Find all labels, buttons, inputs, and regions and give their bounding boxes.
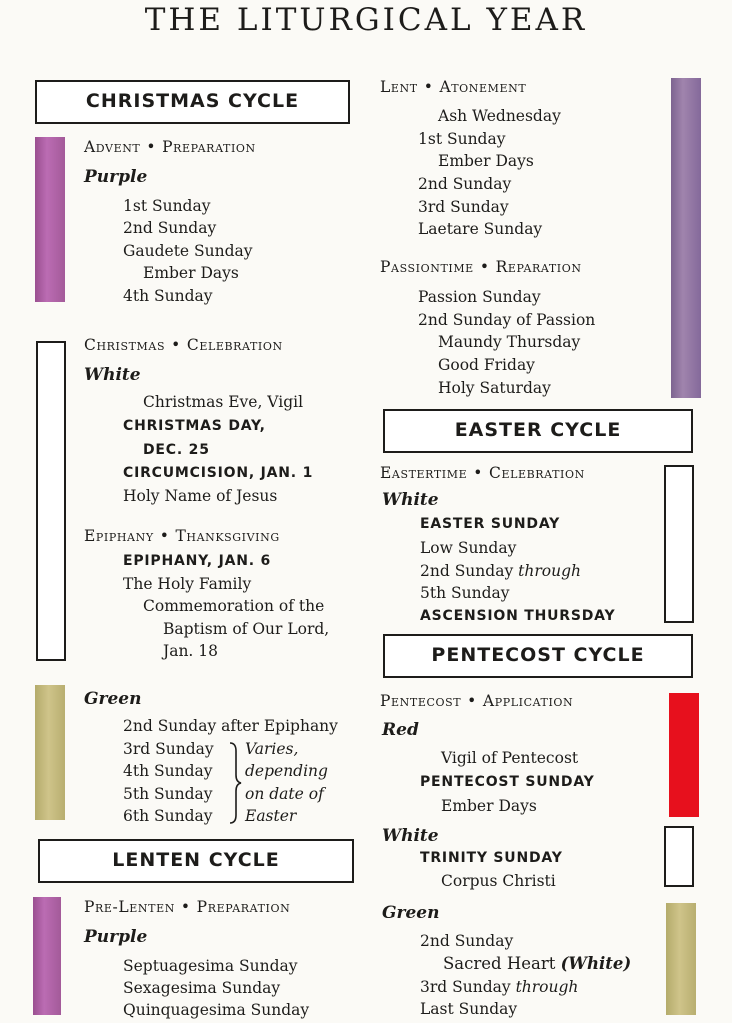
feast-item: EPIPHANY, JAN. 6 (123, 553, 272, 569)
green-bar-after-pentecost (666, 903, 696, 1015)
trinity-white-bar (664, 826, 694, 887)
christmas-season-heading: Christmas • Celebration (84, 336, 283, 354)
season-name: Passiontime (380, 258, 474, 276)
list-item: 2nd Sunday (418, 175, 512, 193)
list-item: 3rd Sunday (418, 198, 509, 216)
list-item: 2nd Sunday after Epiphany (123, 717, 338, 735)
list-item: Quinquagesima Sunday (123, 1001, 310, 1019)
list-item: 4th Sunday (123, 762, 213, 780)
season-theme: Celebration (488, 464, 585, 482)
list-item: 4th Sunday (123, 287, 213, 305)
list-item: Christmas Eve, Vigil (143, 393, 304, 411)
pentecost-season-heading: Pentecost • Application (380, 692, 574, 710)
lent-season-heading: Lent • Atonement (380, 78, 527, 96)
note-text: Easter (245, 807, 297, 825)
christmas-white-bar (36, 341, 66, 661)
list-item: 6th Sunday (123, 807, 213, 825)
season-name: Lent (380, 78, 418, 96)
season-theme: Preparation (162, 138, 256, 156)
prelenten-purple-bar (33, 897, 61, 1015)
item-emphasis: through (518, 562, 581, 580)
list-item: 2nd Sunday of Passion (418, 311, 596, 329)
trinity-color-label: White (382, 826, 439, 846)
note-text: Varies, (245, 740, 299, 758)
list-item: Septuagesima Sunday (123, 957, 298, 975)
item-emphasis: (White) (560, 954, 632, 973)
feast-item: CHRISTMAS DAY, (123, 418, 266, 434)
list-item: Low Sunday (420, 539, 517, 557)
list-item: Holy Saturday (438, 379, 551, 397)
feast-item: TRINITY SUNDAY (420, 850, 563, 866)
item-text: 3rd Sunday (420, 978, 511, 996)
list-item: Maundy Thursday (438, 333, 581, 351)
list-item: Jan. 18 (163, 642, 219, 660)
list-item: Passion Sunday (418, 288, 541, 306)
eastertime-white-bar (664, 465, 694, 623)
season-theme: Thanksgiving (175, 527, 280, 545)
season-name: Christmas (84, 336, 166, 354)
pentecost-cycle-heading: PENTECOST CYCLE (383, 634, 693, 678)
green-after-pentecost-color-label: Green (382, 903, 440, 923)
season-name: Pentecost (380, 692, 462, 710)
season-name: Pre-Lenten (84, 898, 175, 916)
curly-brace-icon (227, 741, 243, 825)
list-item: 5th Sunday (123, 785, 213, 803)
christmas-cycle-heading: CHRISTMAS CYCLE (35, 80, 350, 124)
lenten-cycle-heading: LENTEN CYCLE (38, 839, 354, 883)
advent-purple-bar (35, 137, 65, 302)
feast-item: CIRCUMCISION, JAN. 1 (123, 465, 314, 481)
list-item: 1st Sunday (418, 130, 506, 148)
list-item: Baptism of Our Lord, (163, 620, 330, 638)
list-item: 2nd Sunday (420, 932, 514, 950)
season-theme: Atonement (439, 78, 527, 96)
easter-cycle-heading: EASTER CYCLE (383, 409, 693, 453)
green-color-label: Green (84, 689, 142, 709)
list-item: 5th Sunday (420, 584, 510, 602)
feast-item: PENTECOST SUNDAY (420, 774, 595, 790)
pentecost-red-bar (669, 693, 699, 817)
season-theme: Reparation (495, 258, 582, 276)
list-item: Good Friday (438, 356, 535, 374)
list-item: Holy Name of Jesus (123, 487, 278, 505)
list-item: Vigil of Pentecost (441, 749, 579, 767)
list-item: Ember Days (441, 797, 537, 815)
list-item (420, 977, 578, 997)
list-item: Corpus Christi (441, 872, 556, 890)
list-item: Ash Wednesday (438, 107, 561, 125)
lent-violet-bar (671, 78, 701, 398)
list-item: 1st Sunday (123, 197, 211, 215)
list-item: 2nd Sunday (123, 219, 217, 237)
green-bar-after-epiphany (35, 685, 65, 820)
note-text: depending (245, 762, 328, 780)
list-item: The Holy Family (123, 575, 252, 593)
eastertime-color-label: White (382, 490, 439, 510)
prelenten-season-heading: Pre-Lenten • Preparation (84, 898, 291, 916)
list-item: Last Sunday (420, 1000, 518, 1018)
feast-item: DEC. 25 (143, 442, 210, 458)
passiontime-season-heading: Passiontime • Reparation (380, 258, 582, 276)
item-emphasis: through (515, 978, 579, 996)
list-item: Ember Days (143, 264, 239, 282)
pentecost-color-label: Red (382, 720, 419, 740)
season-name: Epiphany (84, 527, 154, 545)
item-text: 2nd Sunday (420, 562, 514, 580)
advent-season-heading: Advent • Preparation (84, 138, 256, 156)
prelenten-color-label: Purple (84, 927, 148, 947)
season-theme: Preparation (196, 898, 291, 916)
item-text: Sacred Heart (443, 954, 556, 973)
note-text: on date of (245, 785, 324, 803)
advent-color-label: Purple (84, 167, 148, 187)
season-name: Eastertime (380, 464, 468, 482)
list-item (420, 561, 581, 581)
christmas-color-label: White (84, 365, 141, 385)
eastertime-season-heading: Eastertime • Celebration (380, 464, 585, 482)
season-name: Advent (84, 138, 141, 156)
feast-item: EASTER SUNDAY (420, 516, 561, 532)
list-item: Ember Days (438, 152, 534, 170)
season-theme: Application (482, 692, 574, 710)
page-title: THE LITURGICAL YEAR (144, 2, 588, 38)
epiphany-season-heading: Epiphany • Thanksgiving (84, 527, 280, 545)
list-item (443, 954, 631, 974)
feast-item: ASCENSION THURSDAY (420, 608, 616, 624)
season-theme: Celebration (186, 336, 283, 354)
list-item: Laetare Sunday (418, 220, 543, 238)
list-item: Commemoration of the (143, 597, 325, 615)
list-item: Gaudete Sunday (123, 242, 253, 260)
list-item: Sexagesima Sunday (123, 979, 281, 997)
list-item: 3rd Sunday (123, 740, 214, 758)
